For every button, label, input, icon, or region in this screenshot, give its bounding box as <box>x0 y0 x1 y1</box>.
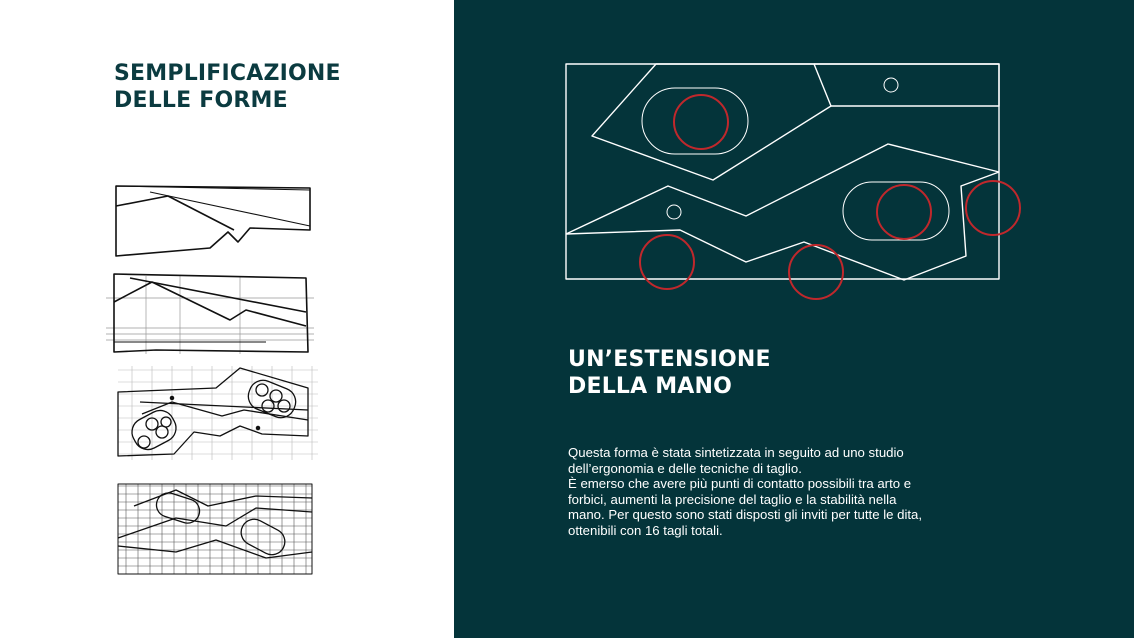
finger-slot-left <box>642 88 748 154</box>
sketch-1 <box>110 182 316 264</box>
section-title-hand-extension <box>568 346 771 400</box>
sketch-4 <box>116 482 314 576</box>
pin-hole-top <box>884 78 898 92</box>
description-line: È emerso che avere più punti di contatto possibili tra arto e <box>568 476 912 492</box>
diagram-upper-shape <box>592 64 831 180</box>
title-line: DELLA MANO <box>568 374 733 399</box>
sketch-2 <box>106 268 314 358</box>
description-line: ottenibili con 16 tagli totali. <box>568 522 723 538</box>
description-line: Questa forma è stata sintetizzata in seguito ad uno studio <box>568 445 904 460</box>
finger-slot-right <box>843 182 949 240</box>
contact-point <box>877 185 931 239</box>
diagram-top-right-triangle <box>814 64 999 106</box>
sketch-3 <box>112 362 326 462</box>
contact-point <box>674 95 728 149</box>
title-line: DELLE FORME <box>114 88 288 113</box>
description-paragraph <box>568 445 1028 539</box>
contact-point <box>789 245 843 299</box>
title-line: UN’ESTENSIONE <box>568 347 771 372</box>
contact-point <box>640 235 694 289</box>
description-line: mano. Per questo sono stati disposti gli inviti per tutte le dita, <box>568 507 923 523</box>
cutting-diagram <box>560 56 1030 306</box>
description-line: dell’ergonomia e delle tecniche di taglio. <box>568 460 802 476</box>
diagram-outline <box>566 64 999 279</box>
contact-point <box>966 181 1020 235</box>
description-line: forbici, aumenti la precisione del taglio e la stabilità nella <box>568 491 897 507</box>
diagram-middle-cut <box>566 144 999 234</box>
pin-hole-middle <box>667 205 681 219</box>
diagram-lower-cut <box>566 172 999 280</box>
title-line: SEMPLIFICAZIONE <box>114 61 341 86</box>
section-title-simplification <box>114 60 341 114</box>
